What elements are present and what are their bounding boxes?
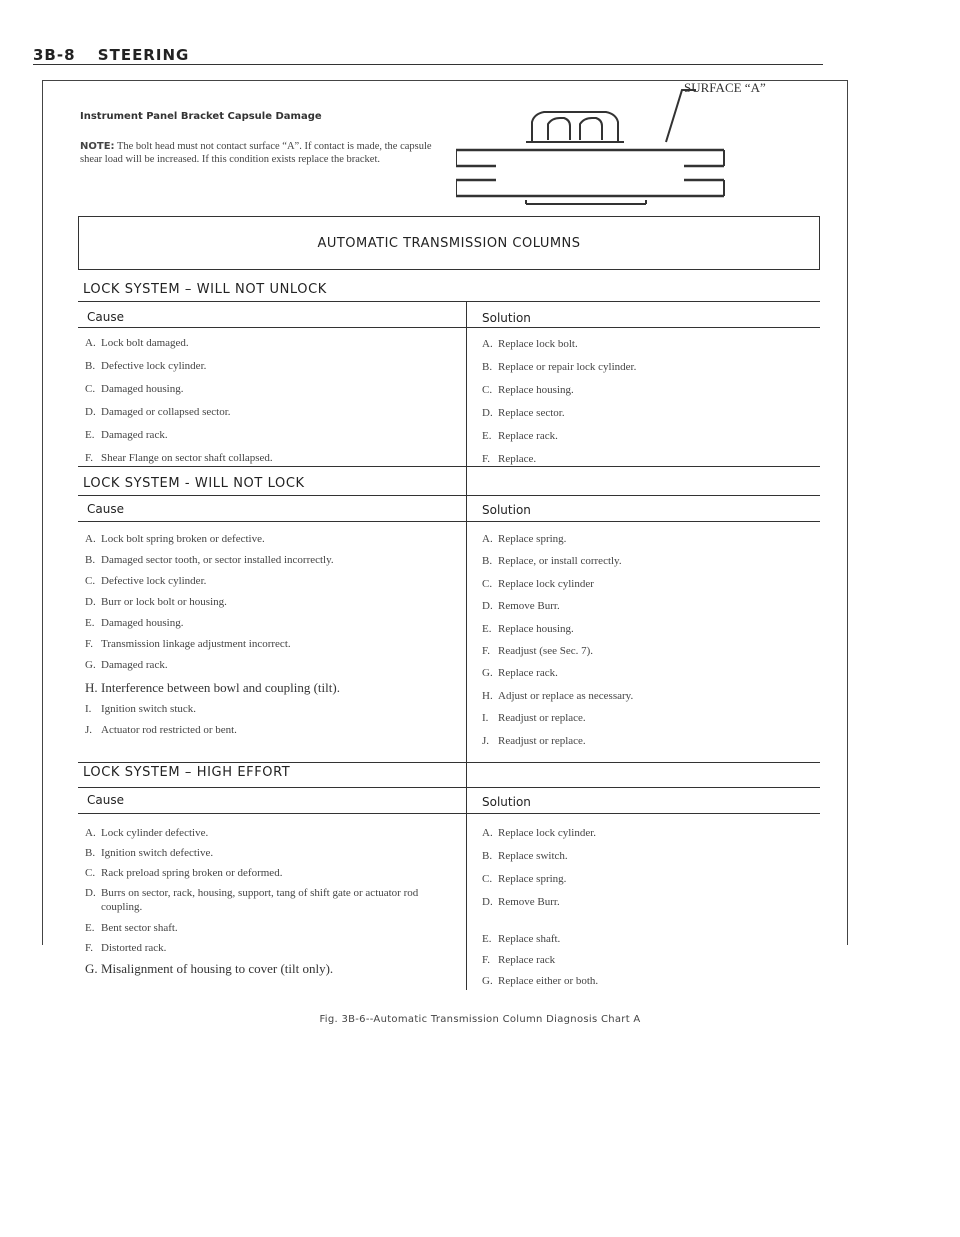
cause-header: Cause bbox=[87, 793, 124, 807]
list-item: D. Replace sector. bbox=[482, 407, 565, 419]
section-title-will-not-unlock: LOCK SYSTEM – WILL NOT UNLOCK bbox=[83, 282, 327, 297]
figure-caption: Fig. 3B-6--Automatic Transmission Column Diagnosis Chart A bbox=[319, 1014, 641, 1025]
header-rule bbox=[33, 64, 823, 65]
list-item: E. Replace housing. bbox=[482, 622, 574, 635]
list-item: C. Defective lock cylinder. bbox=[85, 575, 207, 587]
note-text: The bolt head must not contact surface “A”. If contact is made, the capsule shear load will be increased. If this condition exists replace the bracket. bbox=[80, 141, 432, 165]
list-item: D. Burr or lock bolt or housing. bbox=[85, 596, 227, 608]
list-item: G. Misalignment of housing to cover (tilt only). bbox=[85, 961, 334, 976]
solutions-list bbox=[482, 532, 812, 756]
instrument-panel-note bbox=[80, 140, 452, 166]
list-item: J. Readjust or replace. bbox=[482, 734, 586, 747]
banner-title: AUTOMATIC TRANSMISSION COLUMNS bbox=[317, 235, 581, 251]
list-item: A. Lock bolt spring broken or defective. bbox=[85, 533, 265, 545]
list-item: B. Replace or repair lock cylinder. bbox=[482, 361, 637, 373]
surface-a-label: SURFACE “A” bbox=[684, 80, 766, 95]
frame-right-rule bbox=[847, 80, 848, 945]
list-item: H. Adjust or replace as necessary. bbox=[482, 689, 634, 702]
column-divider bbox=[466, 762, 467, 990]
list-item: A. Replace spring. bbox=[482, 533, 567, 545]
list-item: E. Damaged housing. bbox=[85, 617, 184, 629]
list-item: B. Replace, or install correctly. bbox=[482, 555, 622, 568]
list-item: C. Rack preload spring broken or deformed. bbox=[85, 867, 283, 879]
list-item: E. Replace rack. bbox=[482, 430, 558, 442]
list-item: G. Replace either or both. bbox=[482, 975, 599, 987]
note-label: NOTE: bbox=[80, 141, 115, 152]
list-item: C. Damaged housing. bbox=[85, 383, 184, 395]
list-item: A. Replace lock cylinder. bbox=[482, 827, 597, 839]
list-item: A. Lock bolt damaged. bbox=[85, 337, 189, 349]
solutions-list bbox=[482, 337, 812, 475]
list-item: G. Replace rack. bbox=[482, 667, 558, 680]
list-item: B. Damaged sector tooth, or sector installed incorrectly. bbox=[85, 554, 334, 566]
column-header-rule bbox=[78, 521, 820, 522]
cause-header: Cause bbox=[87, 310, 124, 324]
chart-banner bbox=[78, 216, 820, 270]
list-item: F. Transmission linkage adjustment incorrect. bbox=[85, 638, 291, 650]
list-item: C. Replace housing. bbox=[482, 384, 574, 396]
section-title-high-effort: LOCK SYSTEM – HIGH EFFORT bbox=[83, 765, 291, 780]
list-item: B. Replace switch. bbox=[482, 850, 568, 862]
list-item: F. Replace. bbox=[482, 453, 537, 465]
list-item: A. Lock cylinder defective. bbox=[85, 827, 209, 839]
frame-left-rule bbox=[42, 80, 43, 945]
solution-header: Solution bbox=[482, 311, 531, 325]
causes-list bbox=[85, 532, 460, 744]
list-item: B. Ignition switch defective. bbox=[85, 847, 214, 859]
list-item: B. Defective lock cylinder. bbox=[85, 360, 207, 372]
column-divider bbox=[466, 466, 467, 763]
section-rule bbox=[78, 301, 466, 302]
section-rule bbox=[78, 466, 820, 467]
list-item: F. Readjust (see Sec. 7). bbox=[482, 644, 593, 657]
list-item: J. Actuator rod restricted or bent. bbox=[85, 724, 237, 736]
list-item: D. Remove Burr. bbox=[482, 600, 560, 613]
list-item: F. Shear Flange on sector shaft collapsed. bbox=[85, 452, 273, 464]
section-title-will-not-lock: LOCK SYSTEM - WILL NOT LOCK bbox=[83, 476, 305, 491]
list-item: D. Remove Burr. bbox=[482, 896, 560, 908]
list-item: F. Replace rack bbox=[482, 954, 556, 966]
list-item: A. Replace lock bolt. bbox=[482, 338, 578, 350]
cause-header: Cause bbox=[87, 502, 124, 516]
causes-list bbox=[85, 336, 455, 474]
list-item: C. Replace spring. bbox=[482, 873, 567, 885]
section-rule bbox=[78, 762, 820, 763]
instrument-panel-title: Instrument Panel Bracket Capsule Damage bbox=[80, 111, 322, 122]
page-number: 3B-8 bbox=[33, 46, 76, 64]
list-item: E. Replace shaft. bbox=[482, 933, 561, 945]
bracket-diagram bbox=[456, 76, 826, 216]
list-item: E. Damaged rack. bbox=[85, 429, 168, 441]
section-rule bbox=[78, 787, 820, 788]
section-rule bbox=[466, 301, 820, 302]
chapter-title: STEERING bbox=[97, 46, 190, 64]
page-header bbox=[33, 46, 823, 64]
column-header-rule bbox=[78, 327, 820, 328]
list-item: G. Damaged rack. bbox=[85, 659, 168, 671]
list-item: D. Burrs on sector, rack, housing, support, tang of shift gate or actuator rod coupling. bbox=[85, 887, 419, 913]
list-item: D. Damaged or collapsed sector. bbox=[85, 406, 231, 418]
list-item: C. Replace lock cylinder bbox=[482, 577, 594, 590]
list-item: E. Bent sector shaft. bbox=[85, 922, 178, 934]
list-item: I. Readjust or replace. bbox=[482, 712, 586, 725]
solution-header: Solution bbox=[482, 795, 531, 809]
causes-list bbox=[85, 826, 455, 981]
column-header-rule bbox=[78, 813, 820, 814]
column-divider bbox=[466, 301, 467, 466]
list-item: F. Distorted rack. bbox=[85, 942, 167, 954]
list-item: H. Interference between bowl and coupling (tilt). bbox=[85, 680, 340, 695]
section-rule bbox=[78, 495, 820, 496]
solution-header: Solution bbox=[482, 503, 531, 517]
list-item: I. Ignition switch stuck. bbox=[85, 703, 197, 715]
solutions-list bbox=[482, 826, 812, 995]
